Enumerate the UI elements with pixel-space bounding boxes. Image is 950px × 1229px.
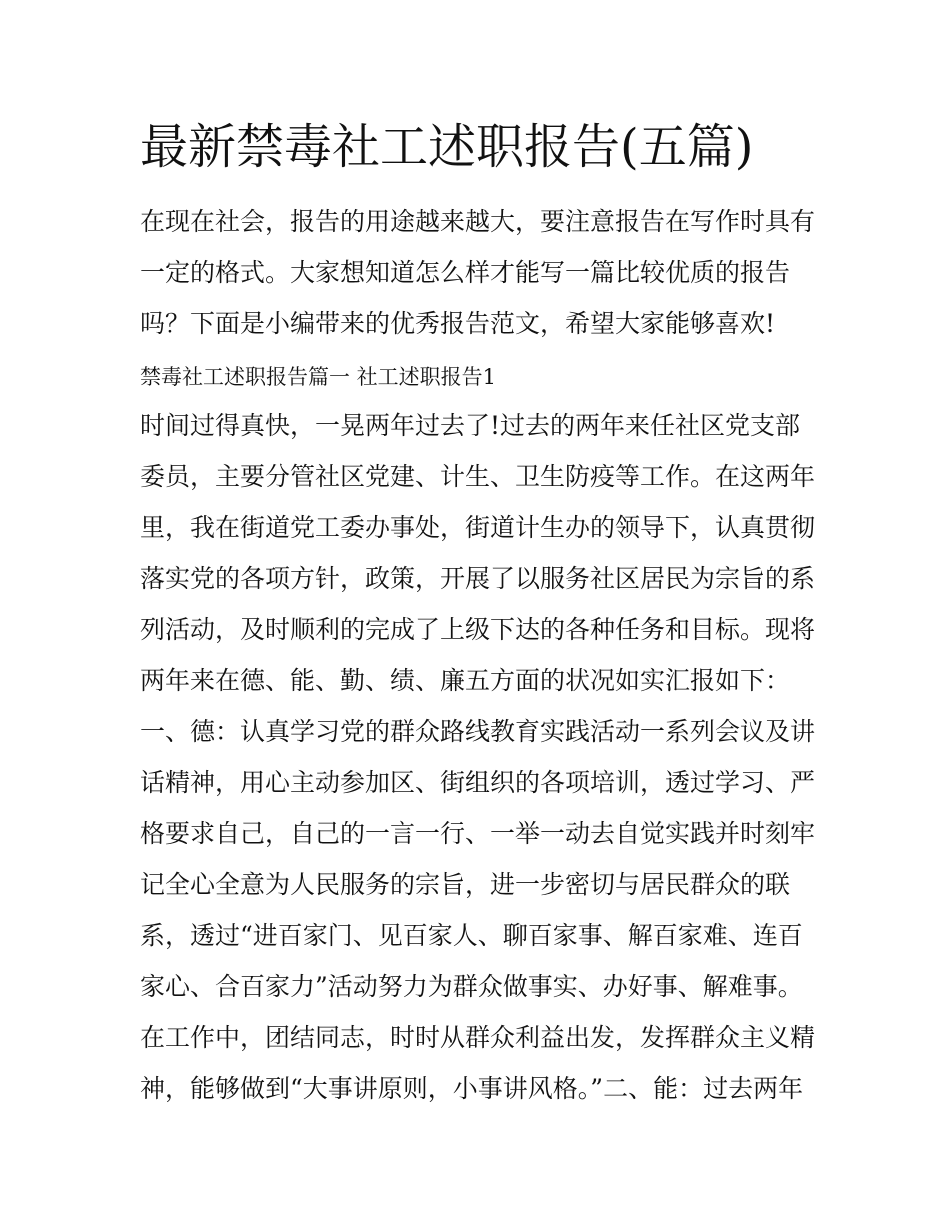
paragraph-line-7: 里，我在街道党工委办事处，街道计生办的领导下，认真贯彻: [140, 513, 816, 542]
paragraph-line-11: 一、德：认真学习党的群众路线教育实践活动一系列会议及讲: [140, 717, 816, 746]
paragraph-line-13: 格要求自己，自己的一言一行、一举一动去自觉实践并时刻牢: [140, 819, 816, 848]
paragraph-line-18: 神，能够做到“大事讲原则，小事讲风格。”二、能：过去两年: [140, 1074, 804, 1103]
paragraph-line-2: 一定的格式。大家想知道怎么样才能写一篇比较优质的报告: [140, 258, 791, 287]
paragraph-line-10: 两年来在德、能、勤、绩、廉五方面的状况如实汇报如下：: [140, 666, 791, 695]
paragraph-line-1: 在现在社会，报告的用途越来越大，要注意报告在写作时具有: [140, 207, 816, 236]
paragraph-line-3: 吗？下面是小编带来的优秀报告范文，希望大家能够喜欢!: [140, 309, 776, 338]
paragraph-line-14: 记全心全意为人民服务的宗旨，进一步密切与居民群众的联: [140, 870, 791, 899]
paragraph-line-9: 列活动，及时顺利的完成了上级下达的各种任务和目标。现将: [140, 615, 816, 644]
paragraph-line-8: 落实党的各项方针，政策，开展了以服务社区居民为宗旨的系: [140, 564, 816, 593]
paragraph-line-16: 家心、合百家力”活动努力为群众做事实、办好事、解难事。: [140, 972, 803, 1001]
paragraph-line-5: 时间过得真快，一晃两年过去了!过去的两年来任社区党支部: [140, 411, 801, 440]
section-heading: 禁毒社工述职报告篇一 社工述职报告1: [140, 365, 497, 389]
paragraph-line-17: 在工作中，团结同志，时时从群众利益出发，发挥群众主义精: [140, 1023, 816, 1052]
paragraph-line-15: 系，透过“进百家门、见百家人、聊百家事、解百家难、连百: [140, 921, 803, 950]
paragraph-line-12: 话精神，用心主动参加区、街组织的各项培训，透过学习、严: [140, 768, 816, 797]
paragraph-line-6: 委员，主要分管社区党建、计生、卫生防疫等工作。在这两年: [140, 462, 816, 491]
document-title: 最新禁毒社工述职报告(五篇): [140, 119, 754, 175]
